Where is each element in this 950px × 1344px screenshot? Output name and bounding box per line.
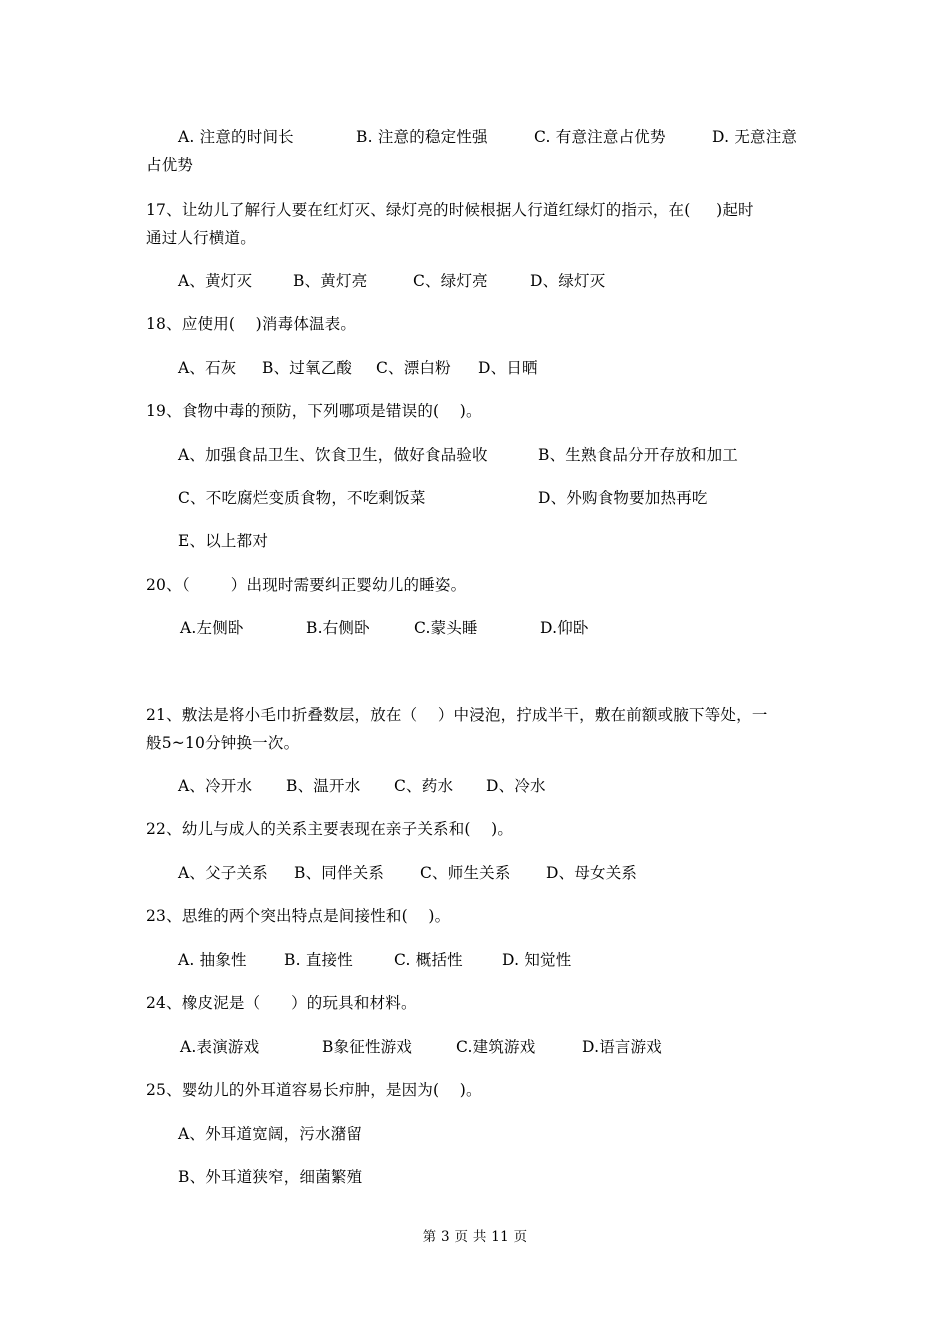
option-q21-d: D、冷水 [486, 777, 546, 795]
option-q19-d: D、外购食物要加热再吃 [538, 489, 708, 507]
question-17-line2: 通过人行横道。 [146, 229, 256, 247]
option-q23-b: B. 直接性 [284, 951, 353, 969]
option-q23-c: C. 概括性 [394, 951, 463, 969]
question-24: 24、橡皮泥是（ ）的玩具和材料。 [146, 994, 417, 1012]
question-21-line2: 般5~10分钟换一次。 [146, 734, 300, 752]
option-q19-a: A、加强食品卫生、饮食卫生，做好食品验收 [178, 446, 488, 464]
option-q19-c: C、不吃腐烂变质食物，不吃剩饭菜 [178, 489, 426, 507]
question-19: 19、食物中毒的预防，下列哪项是错误的( )。 [146, 402, 482, 420]
option-q24-d: D.语言游戏 [582, 1038, 663, 1056]
option-q21-b: B、温开水 [286, 777, 361, 795]
option-q16-b: B. 注意的稳定性强 [356, 128, 488, 146]
option-q25-b: B、外耳道狭窄，细菌繁殖 [178, 1168, 363, 1186]
option-q18-c: C、漂白粉 [376, 359, 451, 377]
option-q23-d: D. 知觉性 [502, 951, 572, 969]
option-q21-c: C、药水 [394, 777, 454, 795]
option-q23-a: A. 抽象性 [178, 951, 247, 969]
option-q17-a: A、黄灯灭 [178, 272, 253, 290]
option-q18-a: A、石灰 [178, 359, 237, 377]
question-20: 20、（ ）出现时需要纠正婴幼儿的睡姿。 [146, 576, 467, 594]
page-number-footer: 第 3 页 共 11 页 [422, 1229, 528, 1245]
question-21-line1: 21、敷法是将小毛巾折叠数层，放在（ ）中浸泡，拧成半干，敷在前额或腋下等处，一 [146, 706, 768, 724]
option-q18-b: B、过氧乙酸 [262, 359, 353, 377]
option-q17-d: D、绿灯灭 [530, 272, 606, 290]
option-q22-a: A、父子关系 [178, 864, 268, 882]
question-18: 18、应使用( )消毒体温表。 [146, 315, 357, 333]
option-q16-d: D. 无意注意 [712, 128, 798, 146]
option-q21-a: A、冷开水 [178, 777, 253, 795]
question-25: 25、婴幼儿的外耳道容易长疖肿，是因为( )。 [146, 1081, 482, 1099]
option-q20-a: A.左侧卧 [180, 619, 244, 637]
option-q24-a: A.表演游戏 [180, 1038, 260, 1056]
option-q16-c: C. 有意注意占优势 [534, 128, 666, 146]
question-23: 23、思维的两个突出特点是间接性和( )。 [146, 907, 451, 925]
option-q20-c: C.蒙头睡 [414, 619, 478, 637]
option-q24-c: C.建筑游戏 [456, 1038, 536, 1056]
option-q22-d: D、母女关系 [546, 864, 638, 882]
question-17-line1: 17、让幼儿了解行人要在红灯灭、绿灯亮的时候根据人行道红绿灯的指示，在( )起时 [146, 201, 754, 219]
option-q18-d: D、日晒 [478, 359, 538, 377]
option-q22-c: C、师生关系 [420, 864, 511, 882]
option-q19-b: B、生熟食品分开存放和加工 [538, 446, 738, 464]
option-q25-a: A、外耳道宽阔，污水潴留 [178, 1125, 363, 1143]
option-q20-b: B.右侧卧 [306, 619, 370, 637]
option-q16-d-wrap: 占优势 [146, 156, 194, 174]
option-q22-b: B、同伴关系 [294, 864, 385, 882]
option-q24-b: B象征性游戏 [322, 1038, 413, 1056]
option-q17-b: B、黄灯亮 [293, 272, 368, 290]
option-q17-c: C、绿灯亮 [413, 272, 488, 290]
option-q16-a: A. 注意的时间长 [178, 128, 294, 146]
option-q20-d: D.仰卧 [540, 619, 589, 637]
question-22: 22、幼儿与成人的关系主要表现在亲子关系和( )。 [146, 820, 514, 838]
option-q19-e: E、以上都对 [178, 532, 269, 550]
